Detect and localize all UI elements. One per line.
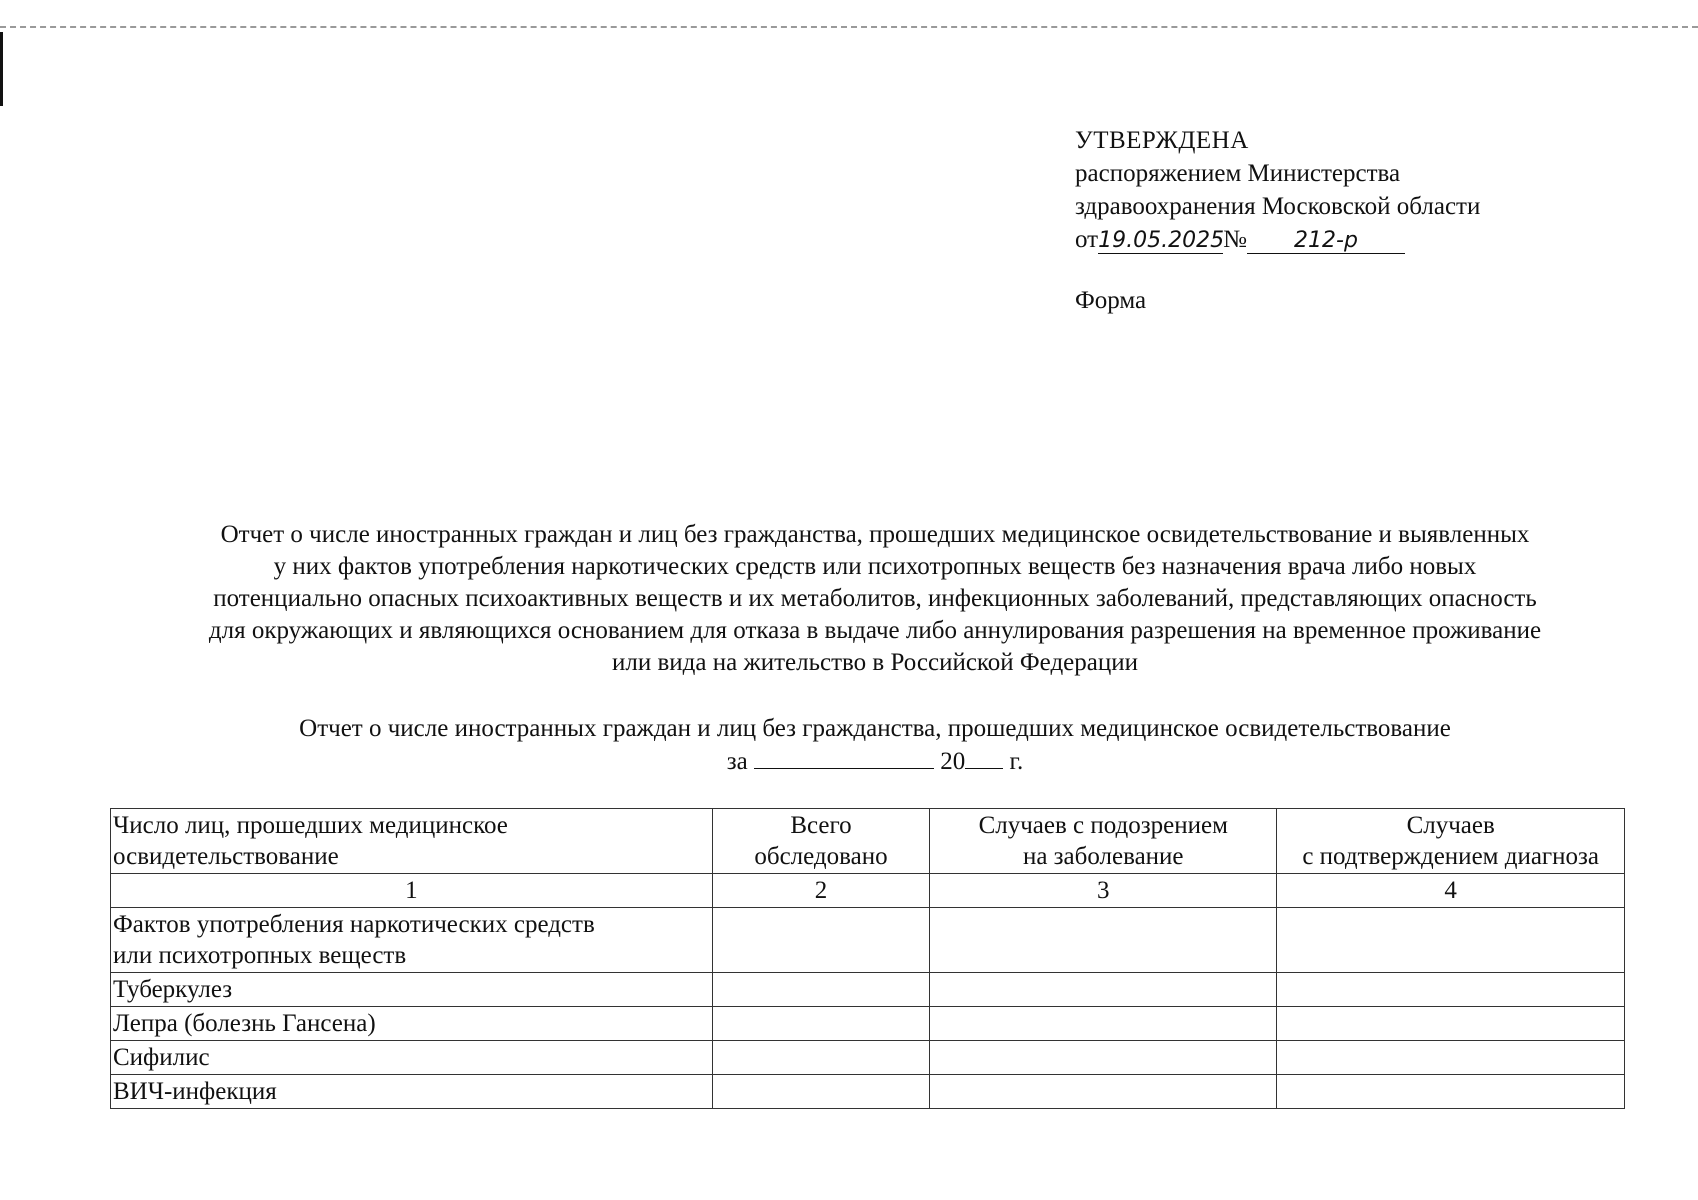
data-cell[interactable] <box>930 908 1277 973</box>
approval-date-number-line <box>1075 223 1635 256</box>
row-label-text: или психотропных веществ <box>113 942 407 969</box>
data-cell[interactable] <box>1277 1007 1625 1041</box>
header-text: на заболевание <box>1022 843 1184 870</box>
header-text: Всего <box>790 812 852 839</box>
year-suffix: г. <box>1009 748 1024 775</box>
row-label-tuberculosis: Туберкулез <box>111 973 713 1007</box>
approval-block <box>1075 124 1635 317</box>
row-label-syphilis: Сифилис <box>111 1041 713 1075</box>
table-row <box>111 1007 1625 1041</box>
data-cell[interactable] <box>930 973 1277 1007</box>
period-prefix: за <box>726 748 748 775</box>
header-text: Случаев с подозрением <box>978 812 1228 839</box>
header-cell-suspected <box>930 809 1277 874</box>
table-header-row <box>111 809 1625 874</box>
data-cell[interactable] <box>930 1007 1277 1041</box>
scan-edge-line <box>0 26 1698 28</box>
row-label-text: Фактов употребления наркотических средств <box>113 911 595 938</box>
report-table <box>110 808 1625 1109</box>
row-label-drugs <box>111 908 713 973</box>
report-subtitle-line: Отчет о числе иностранных граждан и лиц без гражданства, прошедших медицинское освидетельствование <box>299 715 1451 742</box>
approval-date-field: 19.05.2025 <box>1098 228 1225 253</box>
data-cell[interactable] <box>1277 908 1625 973</box>
column-number: 1 <box>111 874 713 908</box>
data-cell[interactable] <box>712 908 929 973</box>
report-period-line <box>110 745 1640 778</box>
data-cell[interactable] <box>1277 1041 1625 1075</box>
column-number-row <box>111 874 1625 908</box>
year-blank-field[interactable] <box>965 746 1003 769</box>
report-title-line: потенциально опасных психоактивных веществ и их метаболитов, инфекционных заболеваний, представляющих опасность <box>213 585 1537 612</box>
row-label-leprosy: Лепра (болезнь Гансена) <box>111 1007 713 1041</box>
row-label-hiv: ВИЧ-инфекция <box>111 1075 713 1109</box>
table-row <box>111 973 1625 1007</box>
header-text: Число лиц, прошедших медицинское <box>113 812 508 839</box>
number-sign: № <box>1223 226 1247 253</box>
year-prefix: 20 <box>940 748 966 775</box>
from-prefix: от <box>1075 226 1099 253</box>
form-label: Форма <box>1075 287 1147 314</box>
data-cell[interactable] <box>1277 973 1625 1007</box>
header-text: Случаев <box>1406 812 1495 839</box>
header-cell-persons <box>111 809 713 874</box>
table-row <box>111 1041 1625 1075</box>
data-cell[interactable] <box>712 1041 929 1075</box>
report-title-line: или вида на жительство в Российской Федерации <box>612 649 1138 676</box>
header-cell-confirmed <box>1277 809 1625 874</box>
header-cell-total <box>712 809 929 874</box>
header-text: обследовано <box>754 843 888 870</box>
table-row <box>111 908 1625 973</box>
data-cell[interactable] <box>712 973 929 1007</box>
header-text: освидетельствование <box>113 843 339 870</box>
report-title-line: у них фактов употребления наркотических средств или психотропных веществ без назначения врача либо новых <box>273 553 1477 580</box>
data-cell[interactable] <box>712 1075 929 1109</box>
data-cell[interactable] <box>930 1075 1277 1109</box>
approval-line-1: распоряжением Министерства <box>1075 160 1401 187</box>
approval-number-field: 212-р <box>1247 229 1405 254</box>
report-title-line: Отчет о числе иностранных граждан и лиц без гражданства, прошедших медицинское освидетельствование и выявленных <box>220 521 1530 548</box>
scan-edge-mark <box>0 32 3 106</box>
report-subtitle <box>110 712 1640 778</box>
approval-line-2: здравоохранения Московской области <box>1075 193 1481 220</box>
data-cell[interactable] <box>712 1007 929 1041</box>
column-number: 2 <box>712 874 929 908</box>
column-number: 4 <box>1277 874 1625 908</box>
report-title <box>110 519 1640 679</box>
data-cell[interactable] <box>930 1041 1277 1075</box>
report-title-line: для окружающих и являющихся основанием для отказа в выдаче либо аннулирования разрешения на временное проживание <box>208 617 1542 644</box>
header-text: с подтверждением диагноза <box>1302 843 1600 870</box>
data-cell[interactable] <box>1277 1075 1625 1109</box>
approval-heading: УТВЕРЖДЕНА <box>1075 127 1249 154</box>
period-blank-field[interactable] <box>754 746 934 769</box>
table-row <box>111 1075 1625 1109</box>
column-number: 3 <box>930 874 1277 908</box>
